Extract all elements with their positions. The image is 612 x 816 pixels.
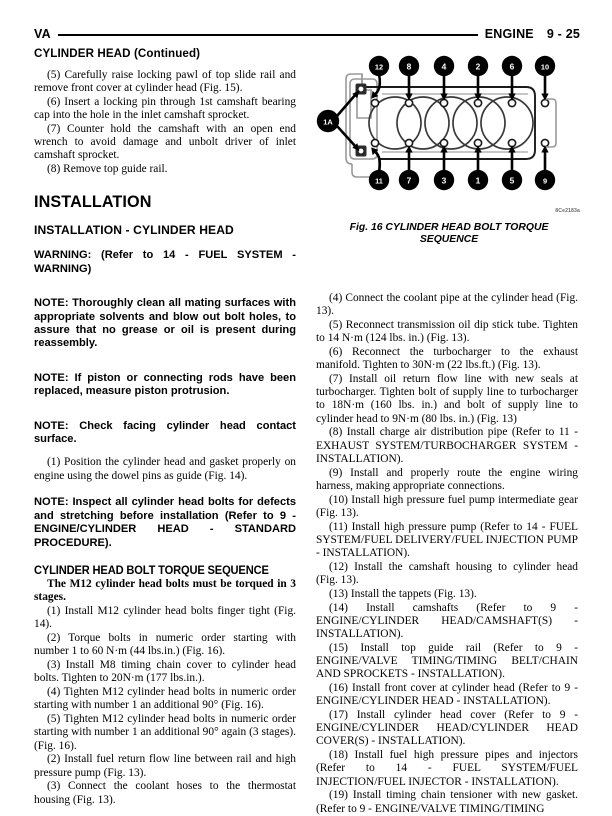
step-paragraph: (15) Install top guide rail (Refer to 9 - ENGINE/VALVE TIMING/TIMING BELT/CHAIN AND SPROCKETS - INSTALLATION). [316,641,578,681]
step-paragraph: (17) Install cylinder head cover (Refer to 9 - ENGINE/CYLINDER HEAD/CYLINDER HEAD COVER(S) - INSTALLATION). [316,709,578,748]
step-paragraph: (5) Carefully raise locking pawl of top slide rail and remove front cover at cylinder head (Fig. 15). [34,69,296,95]
spacer [34,363,296,372]
spacer [34,411,296,420]
callout-label-top: 6 [509,61,515,72]
step-paragraph: (1) Install M12 cylinder head bolts finger tight (Fig. 14). [34,605,296,631]
figure-artwork [316,46,582,214]
step-paragraph: (2) Install fuel return flow line between rail and high pressure pump (Fig. 13). [34,753,296,779]
step-paragraph: (8) Install charge air distribution pipe (Refer to 11 - EXHAUST SYSTEM/TURBOCHARGER SYSTEM - INSTALLATION). [316,426,578,465]
left-column [34,44,296,807]
figure-16 [316,46,582,247]
figure-id-code: 8Ce2183a [555,208,580,214]
header-section-label: ENGINE [484,27,534,41]
callout-label-top: 10 [540,62,550,72]
step-paragraph: (8) Remove top guide rail. [47,163,168,176]
step-paragraph: (16) Install front cover at cylinder head (Refer to 9 - ENGINE/CYLINDER HEAD - INSTALLATION). [316,682,578,708]
spacer [34,483,296,496]
step-paragraph: (5) Reconnect transmission oil dip stick tube. Tighten to 14 N·m (124 lbs. in.) (Fig. 13). [316,319,578,345]
installation-subheading: INSTALLATION - CYLINDER HEAD [34,223,234,238]
callout-label-bottom: 3 [441,175,447,186]
callout-label-top: 8 [406,61,412,72]
step-paragraph: (14) Install camshafts (Refer to 9 - ENGINE/CYLINDER HEAD/CAMSHAFT(S) - INSTALLATION). [316,601,578,641]
step-paragraph: (7) Install oil return flow line with new seals at turbocharger. Tighten bolt of supply line to turbocharger to 18N·m (160 lbs. in.) and bolt of supply line to cylinder head to 9N·m (80 lbs. in.) (Fig. 13) [316,373,578,425]
cylinder-head-bolt-sequence-diagram [316,46,582,214]
step-paragraph: (5) Tighten M12 cylinder head bolts in numeric order starting with number 1 an additional 90° again (3 stages). (Fig. 16). [34,713,296,752]
header-section-and-page [485,27,580,41]
step-paragraph: (3) Connect the coolant hoses to the thermostat housing (Fig. 13). [34,780,296,806]
step-paragraph: (4) Tighten M12 cylinder head bolts in numeric order starting with number 1 an additional 90° (Fig. 16). [34,686,296,712]
header-rule [58,34,478,36]
callout-label-bottom: 5 [509,175,515,186]
step-paragraph: (19) Install timing chain tensioner with new gasket. (Refer to 9 - ENGINE/VALVE TIMING/TIMING [316,789,578,815]
step-paragraph: (18) Install fuel high pressure pipes and injectors (Refer to 14 - FUEL SYSTEM/FUEL INJECTION/FUEL INJECTOR - INSTALLATION). [316,749,578,788]
note-block: NOTE: Check facing cylinder head contact surface. [34,419,296,446]
callout-label-bottom: 11 [375,176,383,186]
step-paragraph: (12) Install the camshaft housing to cylinder head (Fig. 13). [316,560,578,587]
callout-label-bottom: 1 [475,175,481,186]
step-paragraph: (7) Counter hold the camshaft with an open end wrench to avoid damage and unbolt driver of inlet camshaft sprocket. [34,123,296,162]
step-paragraph: (6) Insert a locking pin through 1st camshaft bearing cap into the hole in the inlet camshaft sprocket. [34,96,296,122]
step-paragraph: (9) Install and properly route the engine wiring harness, making appropriate connections. [316,466,578,492]
warning-block: WARNING: (Refer to 14 - FUEL SYSTEM - WARNING) [34,249,296,275]
right-column [316,292,578,816]
callout-label-bottom: 7 [406,175,412,186]
step-paragraph: (6) Reconnect the turbocharger to the exhaust manifold. Tighten to 30N·m (22 lbs.ft.) (Fig. 13). [316,346,578,372]
step-paragraph: (4) Connect the coolant pipe at the cylinder head (Fig. 13). [316,292,578,318]
step-paragraph: (10) Install high pressure fuel pump intermediate gear (Fig. 13). [316,493,578,519]
note-block: NOTE: Inspect all cylinder head bolts for defects and stretching before installation (Refer to 9 - ENGINE/CYLINDER HEAD - STANDARD PROCEDURE). [34,496,296,549]
step-paragraph: (2) Torque bolts in numeric order starting with number 1 to 60 N·m (44 lbs.in.) (Fig. 16). [34,632,296,658]
installation-heading: INSTALLATION [34,193,152,212]
page-number: 9 - 25 [546,27,580,41]
torque-lead-paragraph: The M12 cylinder head bolts must be torqued in 3 stages. [34,578,296,604]
step-paragraph: (1) Position the cylinder head and gasket properly on engine using the dowel pins as guide (Fig. 14). [34,456,296,482]
spacer [34,288,296,297]
note-block: NOTE: If piston or connecting rods have been replaced, measure piston protrusion. [34,371,296,398]
step-paragraph: (13) Install the tappets (Fig. 13). [329,587,477,600]
step-paragraph: (11) Install high pressure pump (Refer to 14 - FUEL SYSTEM/FUEL DELIVERY/FUEL INJECTION PUMP - INSTALLATION). [316,520,578,560]
header-model-label: VA [34,27,51,41]
figure-caption: Fig. 16 CYLINDER HEAD BOLT TORQUE SEQUENCE [349,222,549,246]
torque-sequence-heading: CYLINDER HEAD BOLT TORQUE SEQUENCE [34,564,269,578]
callout-label-top: 12 [374,62,384,72]
continued-heading: CYLINDER HEAD (Continued) [34,47,201,60]
callout-label-top: 4 [441,61,447,72]
callout-label-bottom: 9 [542,176,548,186]
page-header [34,24,580,44]
callout-label-top: 2 [475,61,481,72]
note-block: NOTE: Thoroughly clean all mating surfaces with appropriate solvents and blow out bolt holes, to assure that no grease or oil is present during reassembly. [34,297,296,350]
step-paragraph: (3) Install M8 timing chain cover to cylinder head bolts. Tighten to 20N·m (177 lbs.in.). [34,659,296,685]
callout-label-1a: 1A [323,117,333,127]
